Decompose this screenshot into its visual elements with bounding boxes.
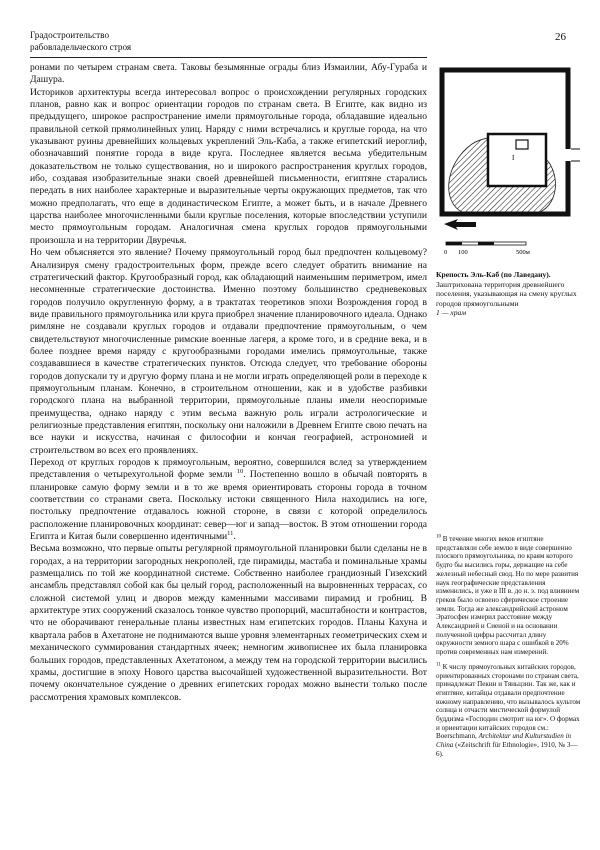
footnote-ref-10[interactable]: 10 xyxy=(236,468,244,476)
header-rule xyxy=(30,57,427,58)
footnote-11-mark: 11 xyxy=(436,662,441,668)
footnote-11-book: Architektur und Kulturstudien in China xyxy=(436,732,572,750)
paragraph-3: Но чем объясняется это явление? Почему прямоугольный город был предпочтен кольцевому? Анализируя смену градостроительных форм, прежде всего следует обратить внимание на стратегический фактор. Кругообразный город, как обладающий наименьшим периметром, имел несомненные стратегические достоинства. Именно поэтому большинство средневековых городов получило округленную форму, а в трактатах теоретиков эпохи Возрождения город в виде правильного прямоугольника или круга приобрел значение планировочного идеала. Однако римляне не создавали круглых городов и отдавали предпочтение прямоугольным, о чем свидетельствуют многочисленные римские военные лагеря, а кроме того, и в средние века, и в более позднее время наряду с кругообразными городами имелись прямоугольные, также создававшиеся в качестве стратегических пунктов. Отсюда следует, что требование обороны городов допускали ту и другую форму плана и не могли играть определяющей роли в переходе к прямоугольным планам. Конечно, в строительном отношении, как и в удобстве разбивки городского плана на выбранной территории, прямоугольные планы имели неоспоримые преимущества, однако наряду с этим весьма важную роль играли астрологические и религиозные представления египтян, поскольку они наложили в Древнем Египте свою печать на все науки и искусства, начиная с философии и кончая географией, астрономией и строительством во всех его проявлениях. xyxy=(30,247,427,456)
gate-right xyxy=(565,149,571,161)
running-header xyxy=(30,30,131,53)
footnote-11 xyxy=(436,663,582,759)
main-text xyxy=(30,62,427,704)
fortress-plan-figure xyxy=(432,64,582,264)
footnote-10-mark: 10 xyxy=(436,534,441,540)
scale-label-0: 0 xyxy=(444,249,448,256)
paragraph-2: Историков архитектуры всегда интересовал вопрос о происхождении регулярных городских планов, равно как и вопрос ориентации городов по странам света. В Египте, как видно из предыдущего, широкое распространение имели прямоугольные города, обладавшие идеально правильной сеткой прямолинейных улиц. Наряду с ними встречались и круглые города, на что указывают руины древнейших кольцевых укреплений Эль-Каба, а также египетский иероглиф, обозначавший понятие города в виде круга. Последнее является весьма убедительным доказательством не только существования, но и широкого распространения круглых городов, ибо, создавая изобразительные знаки своей древнейшей письменности, египтяне старались передать в них наиболее характерные и выразительные черты окружающих предметов, так что можно предполагать, что еще в додинастическом Египте, а может быть, и в начале Древнего царства наиболее многочисленными были круглые поселения, которые впоследствии уступили место прямоугольным городам. Аналогичная смена круглых городов прямоугольными произошла и на территории Двуречья. xyxy=(30,86,427,246)
footnote-10 xyxy=(436,535,582,657)
temple-inner-block xyxy=(516,140,528,149)
paragraph-1: ронами по четырем странам света. Таковы безымянные ограды близ Измаилии, Абу-Гураба и Дашура. xyxy=(30,62,427,86)
caption-text: Заштрихована территория древнейшего поселения, указывающая на смену круглых городов прямоугольными xyxy=(436,279,577,308)
scale-bar xyxy=(444,242,530,256)
north-arrow-icon xyxy=(444,219,476,230)
paragraph-4-part-a: Переход от круглых городов к прямоугольным, вероятно, совершился вслед за утверждением представления о четырехугольной форме земли xyxy=(30,457,427,481)
footnote-10-text: В течение многих веков египтяне представляли себе землю в виде совершенно плоского прямоугольника, по краям которого будто бы высились горы, держащие на себе железный небесный свод. Но по мере развития наук географические представления изменились, и уже в III в. до н. э. под влиянием греков было освоено сферическое строение земли. Тогда же александрийский астроном Эратосфен измерил расстояние между Александрией и Сиеной и на основании полученной цифры рассчитал длину окружности земного шара с ошибкой в 20% против современных нам измерений. xyxy=(436,535,580,657)
header-line-1: Градостроительство xyxy=(30,30,110,40)
paragraph-4 xyxy=(30,457,427,543)
page-number: 26 xyxy=(555,31,566,43)
figure-caption xyxy=(436,270,582,318)
caption-legend: 1 — храм xyxy=(436,308,467,318)
header-line-2: рабовладельческого строя xyxy=(30,41,132,52)
caption-title: Крепость Эль-Каб (по Лаведану). xyxy=(436,270,551,279)
footnote-11-text: К числу прямоугольных китайских городов, ориентированных сторонами по странам света, принадлежат Пекин и Тяньцзин. Так же, как и египтяне, китайцы отдавали предпочтение южному направлению, что вызывалось культом солнца и отчасти мистической формулой буддизма «Господин смотрит на юг». О формах и ориентации китайских городов см.: Boerschmann, xyxy=(436,662,581,741)
scale-label-100: 100 xyxy=(458,249,468,256)
footnotes xyxy=(436,535,582,765)
paragraph-4-part-c: . xyxy=(233,531,236,543)
scale-label-500: 500м xyxy=(516,249,530,256)
temple-label: I xyxy=(512,154,515,162)
paragraph-4-part-b: . Постепенно вошло в обычай повторять в планировке самую форму земли и в то же время ориентировать стороны города в точном соответствии со странами света. Поскольку истоки священного Нила находились на юге, постольку предпочтение отдавалось южной стороне, в связи с которой определилось расположение планировочных координат: север—юг и запад—восток. В этом отношении города Египта и Китая были совершенно идентичными xyxy=(30,469,427,543)
footnote-11-source: («Zeitschrift für Ethnologie», 1910, № 3—6). xyxy=(436,741,578,758)
footnote-ref-11[interactable]: 11 xyxy=(227,529,234,537)
paragraph-5: Весьма возможно, что первые опыты регулярной прямоугольной планировки были сделаны не в городах, а на территории загородных некрополей, где пирамиды, мастаба и поминальные храмы размещались по той же координатной системе. Собственно наиболее грандиозный Гизехский ансамбль представлял собой как бы целый город, расположенный на выровненных террасах, со сложной системой улиц и дворов между каменными массивами пирамид и гробниц. В архитектуре этих сооружений сказалось тонкое чувство пропорций, масштабности и контрастов, что не оборачивают генеральные планы известных нам египетских городов. Планы Кахуна и квартала рабов в Ахетатоне не поднимаются выше уровня элементарных геометрических схем и механического суммирования стандартных ячеек; немногим живописнее их была планировка больших городов, представленных Ахетатоном, а между тем на городской территории высились храмы, достигшие в эпоху Нового царства высочайшей художественной выразительности. Вот почему окончательное суждение о древних египетских городах можно вынести только после рассмотрения храмовых комплексов. xyxy=(30,543,427,703)
